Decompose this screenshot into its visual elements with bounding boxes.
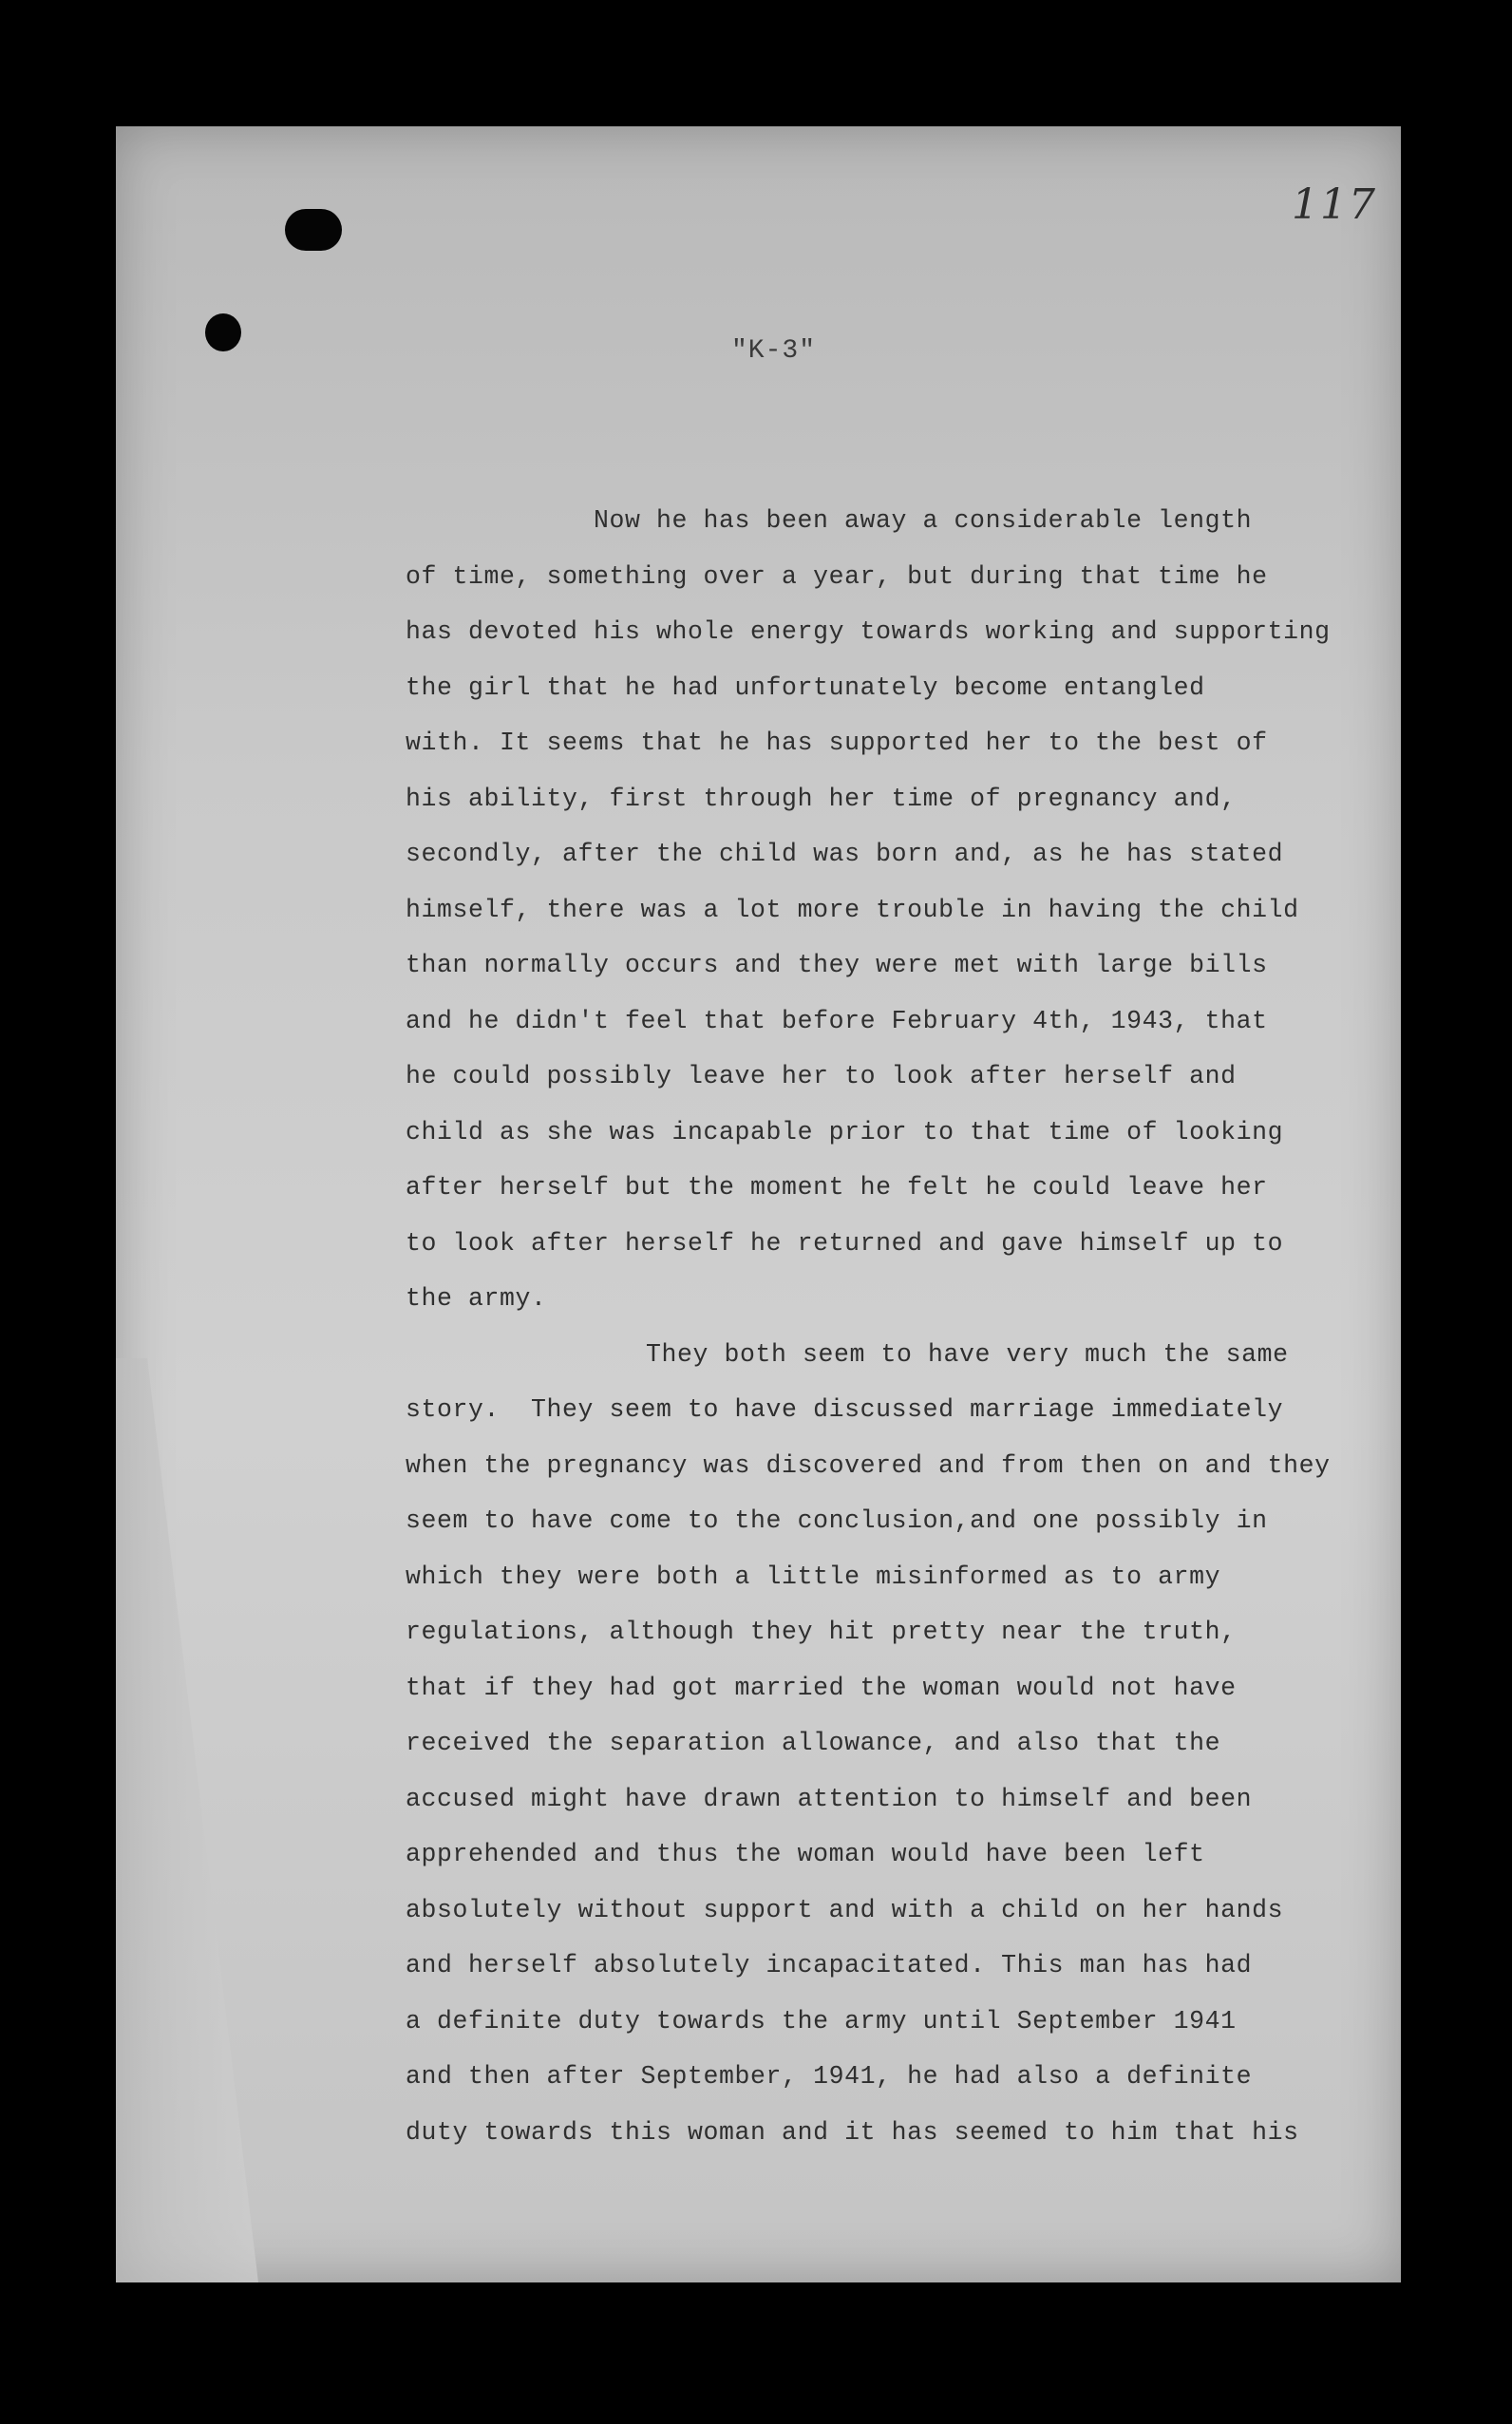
text-line: seem to have come to the conclusion,and one possibly in xyxy=(406,1506,1268,1535)
punch-hole-icon xyxy=(285,209,342,251)
text-line: to look after herself he returned and gave himself up to xyxy=(406,1229,1284,1258)
text-line: They both seem to have very much the same xyxy=(646,1340,1289,1369)
text-line: accused might have drawn attention to himself and been xyxy=(406,1785,1253,1813)
text-line: he could possibly leave her to look after herself and xyxy=(406,1062,1237,1090)
text-line: and herself absolutely incapacitated. This man has had xyxy=(406,1951,1253,1979)
text-line: when the pregnancy was discovered and from then on and they xyxy=(406,1451,1331,1480)
text-line: story. They seem to have discussed marriage immediately xyxy=(406,1395,1284,1424)
text-line: himself, there was a lot more trouble in having the child xyxy=(406,896,1299,924)
text-line: and he didn't feel that before February 4th, 1943, that xyxy=(406,1007,1268,1035)
text-line: received the separation allowance, and also that the xyxy=(406,1729,1221,1757)
page-number: 117 xyxy=(1292,180,1377,229)
text-line: regulations, although they hit pretty near the truth, xyxy=(406,1618,1237,1646)
page-heading: "K-3" xyxy=(731,336,817,366)
text-line: absolutely without support and with a child on her hands xyxy=(406,1896,1284,1924)
text-line: and then after September, 1941, he had also a definite xyxy=(406,2062,1253,2091)
text-line: secondly, after the child was born and, as he has stated xyxy=(406,840,1284,868)
text-line: child as she was incapable prior to that time of looking xyxy=(406,1118,1284,1146)
text-line: after herself but the moment he felt he could leave her xyxy=(406,1173,1268,1202)
text-line: his ability, first through her time of pregnancy and, xyxy=(406,785,1237,813)
text-line: the girl that he had unfortunately become entangled xyxy=(406,673,1205,702)
text-line: that if they had got married the woman would not have xyxy=(406,1674,1237,1702)
text-line: which they were both a little misinformed as to army xyxy=(406,1562,1221,1591)
text-line: has devoted his whole energy towards working and supporting xyxy=(406,617,1331,646)
text-line: Now he has been away a considerable length xyxy=(594,506,1253,535)
text-line: with. It seems that he has supported her to the best of xyxy=(406,729,1268,757)
punch-hole-icon xyxy=(205,313,241,351)
text-line: than normally occurs and they were met with large bills xyxy=(406,951,1268,979)
text-line: of time, something over a year, but during that time he xyxy=(406,562,1268,591)
text-line: apprehended and thus the woman would have been left xyxy=(406,1840,1205,1868)
text-line: duty towards this woman and it has seemed to him that his xyxy=(406,2118,1299,2147)
text-line: a definite duty towards the army until September 1941 xyxy=(406,2007,1237,2036)
text-line: the army. xyxy=(406,1284,547,1313)
